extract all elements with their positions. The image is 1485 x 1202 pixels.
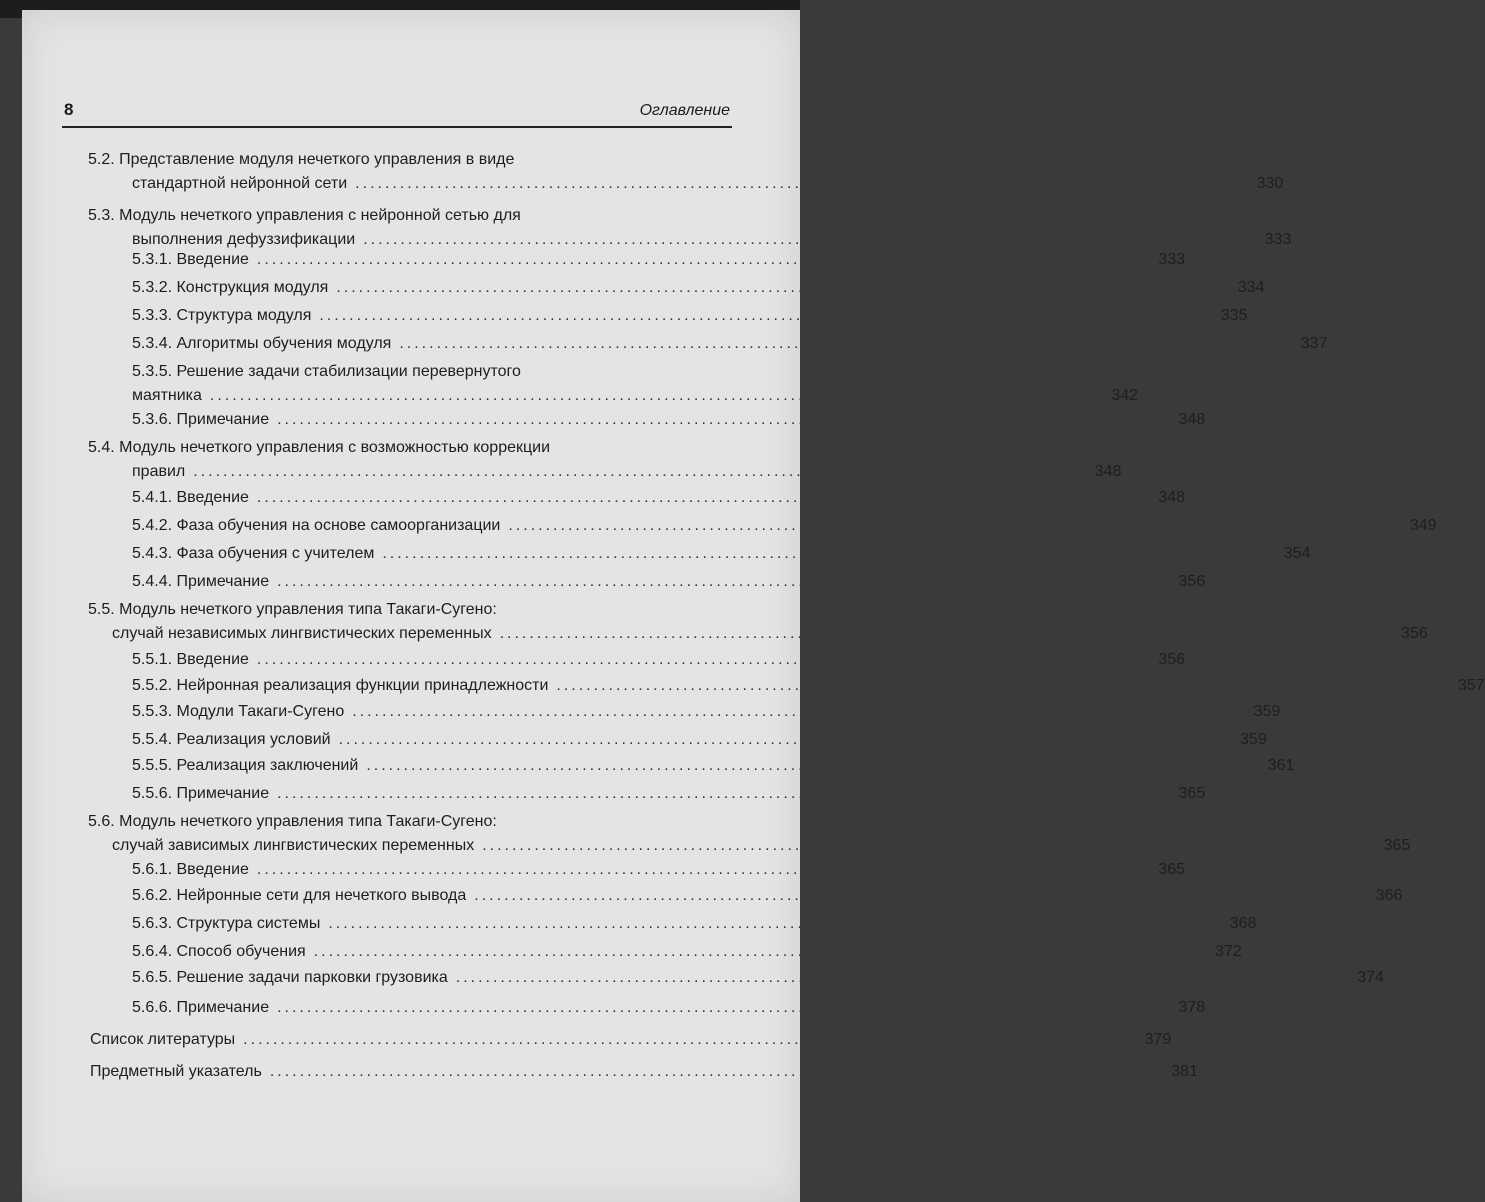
toc-page-number: 354: [1283, 545, 1311, 562]
leader-dots: ........................................................................................................................: [277, 999, 1171, 1016]
leader-dots: ........................................................................................................................: [328, 915, 1222, 932]
toc-entry-title: 5.6.3. Структура системы: [132, 915, 321, 932]
toc-entry-title: 5.5.2. Нейронная реализация функции принадлежности: [132, 677, 549, 694]
toc-entry-title: случай независимых лингвистических переменных: [112, 625, 492, 642]
leader-dots: ........................................................................................................................: [474, 887, 1368, 904]
toc-page-number: 359: [1240, 731, 1267, 748]
leader-dots: ........................................................................................................................: [277, 785, 1171, 802]
toc-page-number: 335: [1220, 307, 1248, 324]
leader-dots: ........................................................................................................................: [269, 1063, 1164, 1080]
toc-entry-title: выполнения дефуззификации: [132, 231, 356, 248]
toc-page-number: 361: [1267, 757, 1295, 774]
toc-page-number: 378: [1178, 999, 1206, 1016]
toc-page-number: 356: [1401, 625, 1428, 642]
toc-page-number: 356: [1178, 573, 1206, 590]
leader-dots: ........................................................................................................................: [336, 279, 1230, 296]
toc-page-number: 379: [1144, 1031, 1172, 1048]
toc-page-number: 359: [1253, 703, 1281, 720]
toc-page-number: 334: [1237, 279, 1265, 296]
leader-dots: ........................................................................................................................: [508, 517, 1402, 534]
toc-page-number: 374: [1357, 969, 1384, 986]
toc-entry-title: 5.3.6. Примечание: [132, 411, 270, 428]
toc-entry-title: 5.4.3. Фаза обучения с учителем: [132, 545, 375, 562]
toc-page-number: 368: [1229, 915, 1257, 932]
leader-dots: ........................................................................................................................: [352, 703, 1246, 720]
toc-entry-title: 5.5.5. Реализация заключений: [132, 757, 359, 774]
leader-dots: ........................................................................................................................: [256, 861, 1151, 878]
leader-dots: ........................................................................................................................: [193, 463, 1087, 480]
leader-dots: ........................................................................................................................: [382, 545, 1276, 562]
toc-page-number: 365: [1158, 861, 1186, 878]
toc-page-number: 349: [1409, 517, 1437, 534]
page-header: [62, 96, 732, 128]
toc-entry-title-line: 5.3. Модуль нечеткого управления с нейронной сетью для: [88, 207, 521, 224]
toc-entry-title: 5.4.1. Введение: [132, 489, 249, 506]
leader-dots: ........................................................................................................................: [363, 231, 1257, 248]
toc-entry-title: 5.5.1. Введение: [132, 651, 249, 668]
leader-dots: ........................................................................................................................: [256, 489, 1151, 506]
leader-dots: ........................................................................................................................: [313, 943, 1208, 960]
toc-page-number: 381: [1171, 1063, 1198, 1080]
toc-entry-title-line: 5.2. Представление модуля нечеткого управления в виде: [88, 151, 515, 168]
toc-entry-title-line: 5.5. Модуль нечеткого управления типа Такаги-Сугено:: [88, 601, 497, 618]
toc-page-number: 366: [1375, 887, 1403, 904]
toc-entry-title: 5.3.2. Конструкция модуля: [132, 279, 329, 296]
page-number: 8: [64, 100, 74, 119]
toc-page-number: 348: [1178, 411, 1206, 428]
leader-dots: ........................................................................................................................: [366, 757, 1260, 774]
toc-entry-title: 5.6.5. Решение задачи парковки грузовика: [132, 969, 448, 986]
toc-entry-title: случай зависимых лингвистических переменных: [112, 837, 475, 854]
toc-page-number: 372: [1215, 943, 1242, 960]
toc-page-number: 330: [1256, 175, 1284, 192]
toc-entry-title: 5.6.1. Введение: [132, 861, 249, 878]
toc-entry-title: 5.4.4. Примечание: [132, 573, 270, 590]
toc-entry-title: 5.3.1. Введение: [132, 251, 249, 268]
toc-page-number: 348: [1094, 463, 1122, 480]
leader-dots: ........................................................................................................................: [355, 175, 1249, 192]
toc-entry-title: маятника: [132, 387, 202, 404]
leader-dots: ........................................................................................................................: [319, 307, 1213, 324]
toc-entry-title: 5.5.6. Примечание: [132, 785, 270, 802]
leader-dots: ........................................................................................................................: [482, 837, 1376, 854]
leader-dots: ........................................................................................................................: [243, 1031, 1137, 1048]
running-title: Оглавление: [639, 102, 730, 119]
toc-entry-title: 5.6.4. Способ обучения: [132, 943, 306, 960]
toc-entry-title: Список литературы: [90, 1031, 236, 1048]
toc-entry-title: 5.6.6. Примечание: [132, 999, 270, 1016]
toc-page-number: 357: [1457, 677, 1485, 694]
toc-entry-title-line: 5.4. Модуль нечеткого управления с возможностью коррекции: [88, 439, 551, 456]
toc-entry-title: 5.5.4. Реализация условий: [132, 731, 331, 748]
toc-entry-title-line: 5.3.5. Решение задачи стабилизации перевернутого: [132, 363, 521, 380]
toc-page-number: 333: [1264, 231, 1292, 248]
toc-entry-title: 5.3.4. Алгоритмы обучения модуля: [132, 335, 392, 352]
leader-dots: ........................................................................................................................: [499, 625, 1394, 642]
toc-page-number: 342: [1111, 387, 1139, 404]
toc-entry-title: стандартной нейронной сети: [132, 175, 348, 192]
toc-entry-title: 5.4.2. Фаза обучения на основе самоорганизации: [132, 517, 501, 534]
toc-page-number: 365: [1383, 837, 1411, 854]
leader-dots: ........................................................................................................................: [209, 387, 1104, 404]
toc-page-number: 337: [1300, 335, 1328, 352]
leader-dots: ........................................................................................................................: [277, 411, 1171, 428]
toc-page-number: 348: [1158, 489, 1186, 506]
toc-entry-title: правил: [132, 463, 186, 480]
leader-dots: ........................................................................................................................: [455, 969, 1350, 986]
leader-dots: ........................................................................................................................: [256, 251, 1151, 268]
toc-entry-title: 5.6.2. Нейронные сети для нечеткого вывода: [132, 887, 467, 904]
toc-entry-title: 5.5.3. Модули Такаги-Сугено: [132, 703, 345, 720]
toc-entry-title-line: 5.6. Модуль нечеткого управления типа Такаги-Сугено:: [88, 813, 497, 830]
leader-dots: ........................................................................................................................: [556, 677, 1450, 694]
toc-page-number: 365: [1178, 785, 1206, 802]
leader-dots: ........................................................................................................................: [338, 731, 1233, 748]
leader-dots: ........................................................................................................................: [277, 573, 1171, 590]
toc-entry-title: 5.3.3. Структура модуля: [132, 307, 312, 324]
leader-dots: ........................................................................................................................: [256, 651, 1151, 668]
toc-page-number: 356: [1158, 651, 1186, 668]
toc-entry-title: Предметный указатель: [90, 1063, 262, 1080]
leader-dots: ........................................................................................................................: [399, 335, 1293, 352]
toc-page-number: 333: [1158, 251, 1186, 268]
